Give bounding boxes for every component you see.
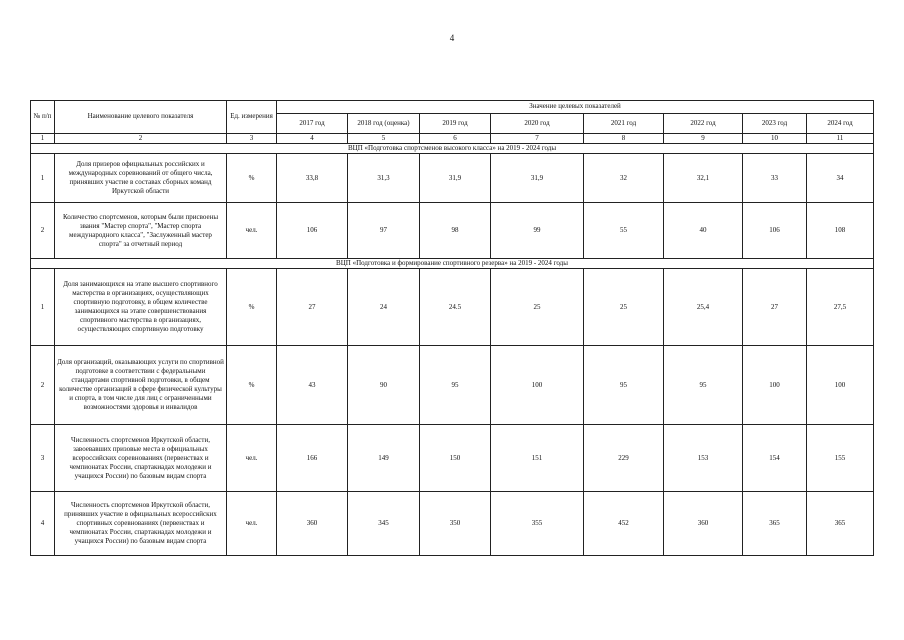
- section-title: ВЦП «Подготовка спортсменов высокого класса» на 2019 - 2024 годы: [31, 144, 874, 154]
- header-year: 2018 год (оценка): [348, 114, 420, 134]
- column-number: 11: [807, 134, 874, 144]
- column-numbers-row: [31, 134, 874, 144]
- row-num: 2: [31, 203, 55, 259]
- column-number: 5: [348, 134, 420, 144]
- value-cell: 25: [491, 269, 584, 346]
- table-row: [31, 154, 874, 203]
- value-cell: 27: [277, 269, 348, 346]
- value-cell: 95: [420, 346, 491, 425]
- column-number: 6: [420, 134, 491, 144]
- table-row: [31, 492, 874, 556]
- header-unit: Ед. измерения: [227, 101, 277, 134]
- header-num: № п/п: [31, 101, 55, 134]
- value-cell: 25: [584, 269, 664, 346]
- row-num: 1: [31, 154, 55, 203]
- header-year: 2019 год: [420, 114, 491, 134]
- value-cell: 355: [491, 492, 584, 556]
- value-cell: 25,4: [664, 269, 743, 346]
- value-cell: 100: [743, 346, 807, 425]
- header-year: 2023 год: [743, 114, 807, 134]
- value-cell: 97: [348, 203, 420, 259]
- unit-cell: %: [227, 154, 277, 203]
- value-cell: 24: [348, 269, 420, 346]
- table-row: [31, 269, 874, 346]
- column-number: 8: [584, 134, 664, 144]
- header-values-title: Значение целевых показателей: [277, 101, 874, 114]
- value-cell: 452: [584, 492, 664, 556]
- unit-cell: чел.: [227, 425, 277, 492]
- value-cell: 345: [348, 492, 420, 556]
- value-cell: 106: [743, 203, 807, 259]
- value-cell: 33: [743, 154, 807, 203]
- unit-cell: %: [227, 346, 277, 425]
- header-year: 2021 год: [584, 114, 664, 134]
- unit-cell: чел.: [227, 492, 277, 556]
- column-number: 1: [31, 134, 55, 144]
- value-cell: 90: [348, 346, 420, 425]
- unit-cell: %: [227, 269, 277, 346]
- value-cell: 229: [584, 425, 664, 492]
- column-number: 2: [55, 134, 227, 144]
- column-number: 3: [227, 134, 277, 144]
- header-year: 2017 год: [277, 114, 348, 134]
- indicator-name: Доля занимающихся на этапе высшего спортивного мастерства в организациях, осуществляющих спортивную подготовку, в общем количестве занимающихся на этапе совершенствования спортивного мастерства в организациях, осуществляющих спортивную подготовку: [55, 269, 227, 346]
- value-cell: 154: [743, 425, 807, 492]
- value-cell: 31,9: [420, 154, 491, 203]
- row-num: 4: [31, 492, 55, 556]
- value-cell: 31,9: [491, 154, 584, 203]
- column-number: 4: [277, 134, 348, 144]
- value-cell: 55: [584, 203, 664, 259]
- unit-cell: чел.: [227, 203, 277, 259]
- value-cell: 166: [277, 425, 348, 492]
- value-cell: 100: [491, 346, 584, 425]
- indicator-name: Численность спортсменов Иркутской области, завоевавших призовые места в официальных всероссийских соревнованиях (первенствах и чемпионатах России, спартакиадах молодежи и учащихся России) по базовым видам спорта: [55, 425, 227, 492]
- value-cell: 153: [664, 425, 743, 492]
- value-cell: 150: [420, 425, 491, 492]
- value-cell: 31,3: [348, 154, 420, 203]
- value-cell: 98: [420, 203, 491, 259]
- value-cell: 360: [277, 492, 348, 556]
- value-cell: 33,8: [277, 154, 348, 203]
- value-cell: 155: [807, 425, 874, 492]
- header-name: Наименование целевого показателя: [55, 101, 227, 134]
- value-cell: 34: [807, 154, 874, 203]
- value-cell: 365: [807, 492, 874, 556]
- table-row: [31, 346, 874, 425]
- value-cell: 27: [743, 269, 807, 346]
- target-indicators-table: [30, 100, 874, 556]
- section-title: ВЦП «Подготовка и формирование спортивного резерва» на 2019 - 2024 годы: [31, 259, 874, 269]
- row-num: 1: [31, 269, 55, 346]
- table-row: [31, 425, 874, 492]
- value-cell: 100: [807, 346, 874, 425]
- row-num: 3: [31, 425, 55, 492]
- value-cell: 27,5: [807, 269, 874, 346]
- value-cell: 95: [584, 346, 664, 425]
- indicator-name: Доля организаций, оказывающих услуги по спортивной подготовке в соответствии с федеральными стандартами спортивной подготовки, в общем количестве организаций в сфере физической культуры и спорта, в том числе для лиц с ограниченными возможностями здоровья и инвалидов: [55, 346, 227, 425]
- value-cell: 106: [277, 203, 348, 259]
- column-number: 9: [664, 134, 743, 144]
- header-year: 2022 год: [664, 114, 743, 134]
- header-year: 2024 год: [807, 114, 874, 134]
- value-cell: 40: [664, 203, 743, 259]
- indicator-name: Доля призеров официальных российских и международных соревнований от общего числа, принявших участие в составах сборных команд Иркутской области: [55, 154, 227, 203]
- value-cell: 350: [420, 492, 491, 556]
- value-cell: 108: [807, 203, 874, 259]
- row-num: 2: [31, 346, 55, 425]
- value-cell: 99: [491, 203, 584, 259]
- value-cell: 149: [348, 425, 420, 492]
- indicator-name: Численность спортсменов Иркутской области, принявших участие в официальных всероссийских спортивных соревнованиях (первенствах и чемпионатах России, спартакиадах молодежи и учащихся России) по базовым видам спорта: [55, 492, 227, 556]
- value-cell: 365: [743, 492, 807, 556]
- value-cell: 95: [664, 346, 743, 425]
- value-cell: 151: [491, 425, 584, 492]
- indicator-name: Количество спортсменов, которым были присвоены звания "Мастер спорта", "Мастер спорта международного класса", "Заслуженный мастер спорта" за отчетный период: [55, 203, 227, 259]
- column-number: 7: [491, 134, 584, 144]
- table-row: [31, 203, 874, 259]
- page-number: 4: [449, 33, 455, 43]
- value-cell: 360: [664, 492, 743, 556]
- header-year: 2020 год: [491, 114, 584, 134]
- value-cell: 43: [277, 346, 348, 425]
- value-cell: 32: [584, 154, 664, 203]
- value-cell: 32,1: [664, 154, 743, 203]
- value-cell: 24.5: [420, 269, 491, 346]
- column-number: 10: [743, 134, 807, 144]
